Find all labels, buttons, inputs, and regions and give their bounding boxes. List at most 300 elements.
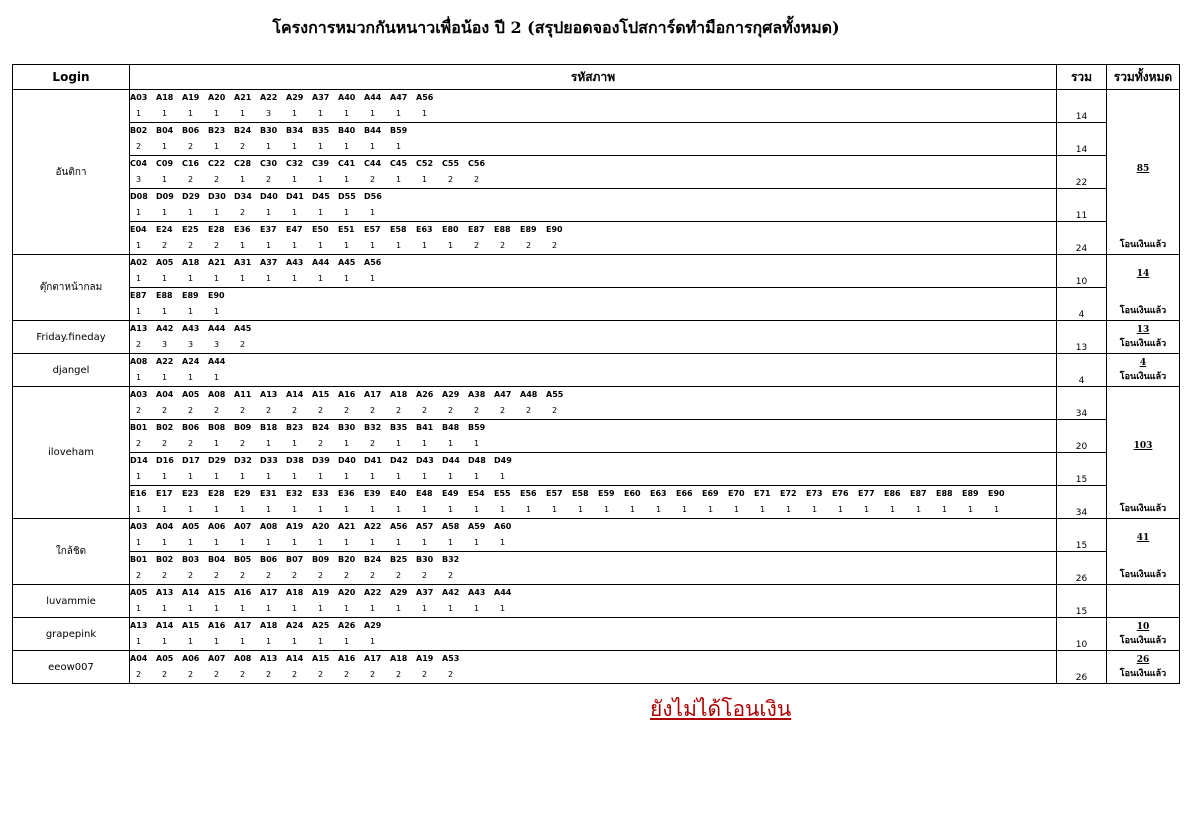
quantity: 1 <box>370 109 376 118</box>
image-codes-line <box>130 288 1056 304</box>
image-codes-line <box>130 552 1056 568</box>
quantity: 1 <box>344 208 350 217</box>
image-code: A05 <box>156 654 174 663</box>
image-code: E56 <box>520 489 537 498</box>
quantities-line <box>130 502 1056 518</box>
image-code: A22 <box>364 522 382 531</box>
group-sum-cell: 34 <box>1057 387 1107 420</box>
table-row <box>13 321 1180 354</box>
image-code: D38 <box>286 456 304 465</box>
quantity: 1 <box>318 637 324 646</box>
image-codes-line <box>130 354 1056 370</box>
table-row <box>13 651 1180 684</box>
image-code: C30 <box>260 159 278 168</box>
quantity: 1 <box>136 538 142 547</box>
quantity: 1 <box>266 604 272 613</box>
quantities-line <box>130 304 1056 320</box>
image-code: A18 <box>156 93 174 102</box>
quantity: 1 <box>500 472 506 481</box>
quantity: 1 <box>240 538 246 547</box>
table-row <box>13 453 1180 486</box>
image-codes-line <box>130 156 1056 172</box>
user-total-value: 103 <box>1133 441 1153 451</box>
paid-status: โอนเงินแล้ว <box>1119 306 1167 316</box>
codes-cell <box>130 552 1057 585</box>
quantity: 2 <box>396 406 402 415</box>
image-code: A58 <box>442 522 460 531</box>
quantity: 2 <box>474 406 480 415</box>
table-row <box>13 486 1180 519</box>
quantity: 1 <box>318 274 324 283</box>
image-code: A15 <box>208 588 226 597</box>
image-code: A11 <box>234 390 252 399</box>
quantity: 1 <box>370 604 376 613</box>
quantity: 1 <box>396 109 402 118</box>
quantity: 1 <box>370 241 376 250</box>
codes-cell <box>130 618 1057 651</box>
quantity: 2 <box>188 406 194 415</box>
quantity: 1 <box>396 175 402 184</box>
quantity: 1 <box>266 472 272 481</box>
image-code: A19 <box>312 588 330 597</box>
quantity: 2 <box>396 571 402 580</box>
login-cell: ตุ๊กตาหน้ากลม <box>13 255 130 321</box>
image-code: D29 <box>182 192 200 201</box>
image-code: D40 <box>260 192 278 201</box>
paid-status: โอนเงินแล้ว <box>1119 669 1167 679</box>
image-code: D41 <box>364 456 382 465</box>
quantities-line <box>130 238 1056 254</box>
quantity: 1 <box>240 505 246 514</box>
quantity: 2 <box>136 439 142 448</box>
page-title: โครงการหมวกกันหนาวเพื่อน้อง ปี 2 (สรุปยอดจองโปสการ์ดทำมือการกุศลทั้งหมด) <box>272 18 840 37</box>
image-codes-line <box>130 189 1056 205</box>
quantity: 1 <box>162 604 168 613</box>
image-code: A18 <box>260 621 278 630</box>
image-code: D44 <box>442 456 460 465</box>
header-row <box>13 65 1180 90</box>
quantity: 1 <box>318 604 324 613</box>
quantity: 1 <box>422 439 428 448</box>
image-code: A07 <box>234 522 252 531</box>
quantities-line <box>130 535 1056 551</box>
image-code: B25 <box>390 555 408 564</box>
image-code: B09 <box>234 423 252 432</box>
codes-cell <box>130 651 1057 684</box>
codes-cell <box>130 519 1057 552</box>
login-cell: eeow007 <box>13 651 130 684</box>
quantity: 2 <box>474 241 480 250</box>
table-row <box>13 222 1180 255</box>
table-row <box>13 255 1180 288</box>
image-code: E69 <box>702 489 719 498</box>
image-code: E89 <box>520 225 537 234</box>
quantity: 2 <box>422 571 428 580</box>
image-code: A13 <box>130 621 148 630</box>
quantity: 1 <box>474 604 480 613</box>
image-code: A25 <box>312 621 330 630</box>
quantity: 2 <box>552 241 558 250</box>
image-code: B30 <box>338 423 356 432</box>
image-code: E23 <box>182 489 199 498</box>
image-code: D16 <box>156 456 174 465</box>
quantity: 2 <box>292 670 298 679</box>
quantity: 1 <box>136 241 142 250</box>
image-code: A07 <box>208 654 226 663</box>
quantity: 3 <box>136 175 142 184</box>
paid-status: โอนเงินแล้ว <box>1119 636 1167 646</box>
quantity: 2 <box>266 670 272 679</box>
quantity: 1 <box>396 439 402 448</box>
user-total-value: 4 <box>1139 358 1147 368</box>
quantity: 2 <box>188 142 194 151</box>
image-code: A21 <box>208 258 226 267</box>
image-code: A29 <box>390 588 408 597</box>
image-code: A13 <box>156 588 174 597</box>
quantity: 1 <box>292 274 298 283</box>
quantity: 1 <box>708 505 714 514</box>
codes-cell <box>130 222 1057 255</box>
image-code: B24 <box>312 423 330 432</box>
quantity: 1 <box>214 373 220 382</box>
quantity: 2 <box>448 406 454 415</box>
login-cell: luvammie <box>13 585 130 618</box>
quantities-line <box>130 634 1056 650</box>
image-code: B32 <box>364 423 382 432</box>
quantity: 2 <box>188 241 194 250</box>
image-code: B35 <box>312 126 330 135</box>
image-code: A44 <box>364 93 382 102</box>
image-code: D48 <box>468 456 486 465</box>
image-code: B01 <box>130 555 148 564</box>
image-code: C56 <box>468 159 486 168</box>
quantity: 1 <box>812 505 818 514</box>
codes-cell <box>130 255 1057 288</box>
image-code: E63 <box>416 225 433 234</box>
image-code: E29 <box>234 489 251 498</box>
image-codes-line <box>130 222 1056 238</box>
image-code: B23 <box>286 423 304 432</box>
quantity: 1 <box>162 208 168 217</box>
quantity: 1 <box>396 142 402 151</box>
image-code: A04 <box>156 390 174 399</box>
table-row <box>13 519 1180 552</box>
quantity: 1 <box>292 538 298 547</box>
image-code: A04 <box>156 522 174 531</box>
image-code: B06 <box>182 423 200 432</box>
image-code: B02 <box>156 555 174 564</box>
image-code: A04 <box>130 654 148 663</box>
image-code: E57 <box>546 489 563 498</box>
image-code: A37 <box>416 588 434 597</box>
user-total-cell <box>1107 618 1180 651</box>
quantity: 2 <box>266 571 272 580</box>
image-code: E90 <box>546 225 563 234</box>
image-code: E25 <box>182 225 199 234</box>
quantity: 2 <box>370 175 376 184</box>
image-code: E49 <box>442 489 459 498</box>
quantity: 2 <box>240 571 246 580</box>
image-code: A18 <box>390 390 408 399</box>
quantities-line <box>130 601 1056 617</box>
image-code: A37 <box>312 93 330 102</box>
image-code: E48 <box>416 489 433 498</box>
quantity: 2 <box>266 175 272 184</box>
quantity: 3 <box>188 340 194 349</box>
group-sum-cell: 10 <box>1057 255 1107 288</box>
table-row <box>13 420 1180 453</box>
quantity: 1 <box>734 505 740 514</box>
quantity: 1 <box>370 208 376 217</box>
image-code: A43 <box>286 258 304 267</box>
quantity: 2 <box>552 406 558 415</box>
quantity: 1 <box>292 505 298 514</box>
paid-status: โอนเงินแล้ว <box>1119 240 1167 250</box>
image-code: A13 <box>260 390 278 399</box>
quantity: 1 <box>968 505 974 514</box>
quantity: 2 <box>188 670 194 679</box>
quantity: 1 <box>370 274 376 283</box>
quantities-line <box>130 667 1056 683</box>
user-total-cell <box>1107 255 1180 321</box>
quantity: 1 <box>188 472 194 481</box>
image-code: A31 <box>234 258 252 267</box>
quantity: 2 <box>214 406 220 415</box>
quantity: 1 <box>188 604 194 613</box>
image-code: A14 <box>182 588 200 597</box>
image-codes-line <box>130 519 1056 535</box>
image-code: A38 <box>468 390 486 399</box>
image-code: B40 <box>338 126 356 135</box>
quantity: 1 <box>344 538 350 547</box>
quantity: 2 <box>344 571 350 580</box>
image-code: A56 <box>416 93 434 102</box>
header-codes: รหัสภาพ <box>130 65 1057 90</box>
quantities-line <box>130 370 1056 386</box>
image-code: A18 <box>286 588 304 597</box>
quantity: 2 <box>344 670 350 679</box>
quantity: 2 <box>318 571 324 580</box>
quantity: 2 <box>162 670 168 679</box>
group-sum-cell: 14 <box>1057 123 1107 156</box>
quantity: 1 <box>890 505 896 514</box>
quantity: 1 <box>240 109 246 118</box>
quantity: 1 <box>266 505 272 514</box>
quantity: 2 <box>422 670 428 679</box>
quantities-line <box>130 337 1056 353</box>
quantity: 1 <box>942 505 948 514</box>
image-code: D41 <box>286 192 304 201</box>
table-row <box>13 354 1180 387</box>
quantity: 1 <box>188 109 194 118</box>
image-code: D30 <box>208 192 226 201</box>
quantity: 1 <box>370 538 376 547</box>
image-code: E76 <box>832 489 849 498</box>
table-row <box>13 618 1180 651</box>
image-code: E40 <box>390 489 407 498</box>
quantity: 1 <box>188 208 194 217</box>
quantity: 1 <box>162 505 168 514</box>
login-cell: grapepink <box>13 618 130 651</box>
user-total-cell <box>1107 354 1180 387</box>
quantity: 1 <box>266 637 272 646</box>
quantity: 1 <box>136 472 142 481</box>
image-code: E36 <box>338 489 355 498</box>
image-code: A17 <box>364 654 382 663</box>
quantity: 3 <box>266 109 272 118</box>
image-code: D39 <box>312 456 330 465</box>
quantity: 1 <box>422 472 428 481</box>
quantity: 1 <box>344 241 350 250</box>
image-code: B09 <box>312 555 330 564</box>
header-login: Login <box>13 65 130 90</box>
table-row <box>13 585 1180 618</box>
image-code: A24 <box>182 357 200 366</box>
group-sum-cell: 15 <box>1057 519 1107 552</box>
quantity: 2 <box>500 241 506 250</box>
quantity: 1 <box>370 637 376 646</box>
image-code: B07 <box>286 555 304 564</box>
quantity: 2 <box>526 241 532 250</box>
image-code: D17 <box>182 456 200 465</box>
image-code: A15 <box>312 654 330 663</box>
header-total: รวมทั้งหมด <box>1107 65 1180 90</box>
image-code: B03 <box>182 555 200 564</box>
image-code: B34 <box>286 126 304 135</box>
image-code: A44 <box>208 324 226 333</box>
quantity: 1 <box>448 472 454 481</box>
user-total-cell <box>1107 321 1180 354</box>
quantity: 1 <box>838 505 844 514</box>
user-total-value: 26 <box>1136 655 1150 665</box>
image-code: E28 <box>208 225 225 234</box>
quantity: 2 <box>422 406 428 415</box>
image-code: B41 <box>416 423 434 432</box>
quantity: 2 <box>318 439 324 448</box>
quantities-line <box>130 205 1056 221</box>
image-code: E73 <box>806 489 823 498</box>
image-code: E57 <box>364 225 381 234</box>
group-sum-cell: 14 <box>1057 90 1107 123</box>
image-code: C52 <box>416 159 434 168</box>
image-code: A03 <box>130 93 148 102</box>
quantity: 1 <box>916 505 922 514</box>
image-code: E71 <box>754 489 771 498</box>
image-code: B18 <box>260 423 278 432</box>
image-code: E58 <box>572 489 589 498</box>
quantity: 1 <box>162 274 168 283</box>
image-code: B01 <box>130 423 148 432</box>
image-code: E58 <box>390 225 407 234</box>
login-cell: djangel <box>13 354 130 387</box>
image-code: E36 <box>234 225 251 234</box>
image-code: A16 <box>208 621 226 630</box>
image-code: A19 <box>286 522 304 531</box>
group-sum-cell: 24 <box>1057 222 1107 255</box>
quantity: 2 <box>240 670 246 679</box>
image-code: A45 <box>234 324 252 333</box>
quantity: 1 <box>344 274 350 283</box>
image-code: C55 <box>442 159 460 168</box>
image-code: A08 <box>260 522 278 531</box>
image-code: E89 <box>962 489 979 498</box>
quantity: 2 <box>214 241 220 250</box>
login-cell: Friday.fineday <box>13 321 130 354</box>
image-code: A37 <box>260 258 278 267</box>
image-code: C04 <box>130 159 148 168</box>
quantities-line <box>130 436 1056 452</box>
image-code: B44 <box>364 126 382 135</box>
codes-cell <box>130 156 1057 189</box>
image-code: A47 <box>494 390 512 399</box>
image-code: A56 <box>390 522 408 531</box>
image-code: E37 <box>260 225 277 234</box>
group-sum-cell: 26 <box>1057 651 1107 684</box>
quantity: 2 <box>448 571 454 580</box>
quantity: 1 <box>214 274 220 283</box>
image-code: A29 <box>364 621 382 630</box>
quantity: 1 <box>344 472 350 481</box>
user-total-value: 41 <box>1136 533 1150 543</box>
quantity: 1 <box>396 472 402 481</box>
quantity: 1 <box>188 505 194 514</box>
image-code: C41 <box>338 159 356 168</box>
quantity: 1 <box>136 274 142 283</box>
image-codes-line <box>130 123 1056 139</box>
table-row <box>13 156 1180 189</box>
image-code: A53 <box>442 654 460 663</box>
quantity: 1 <box>422 241 428 250</box>
image-code: C16 <box>182 159 200 168</box>
image-code: A08 <box>208 390 226 399</box>
quantities-line <box>130 139 1056 155</box>
image-code: E54 <box>468 489 485 498</box>
paid-status: โอนเงินแล้ว <box>1119 504 1167 514</box>
quantity: 1 <box>292 109 298 118</box>
quantity: 1 <box>162 142 168 151</box>
image-code: A40 <box>338 93 356 102</box>
image-code: D14 <box>130 456 148 465</box>
not-paid-note: ยังไม่ได้โอนเงิน <box>650 697 792 721</box>
group-sum-cell: 26 <box>1057 552 1107 585</box>
image-code: A15 <box>312 390 330 399</box>
group-sum-cell: 11 <box>1057 189 1107 222</box>
quantity: 1 <box>422 604 428 613</box>
image-code: D08 <box>130 192 148 201</box>
quantity: 1 <box>240 175 246 184</box>
image-code: E90 <box>208 291 225 300</box>
quantities-line <box>130 106 1056 122</box>
quantity: 1 <box>266 538 272 547</box>
image-code: A42 <box>442 588 460 597</box>
quantity: 1 <box>448 439 454 448</box>
image-code: A15 <box>182 621 200 630</box>
quantity: 1 <box>604 505 610 514</box>
image-code: D32 <box>234 456 252 465</box>
quantity: 1 <box>370 505 376 514</box>
quantity: 1 <box>396 604 402 613</box>
codes-cell <box>130 453 1057 486</box>
image-code: B48 <box>442 423 460 432</box>
codes-cell <box>130 321 1057 354</box>
quantity: 1 <box>266 439 272 448</box>
quantity: 1 <box>214 109 220 118</box>
image-code: A45 <box>338 258 356 267</box>
quantity: 1 <box>500 505 506 514</box>
image-code: A17 <box>364 390 382 399</box>
image-code: E88 <box>494 225 511 234</box>
quantity: 2 <box>396 670 402 679</box>
